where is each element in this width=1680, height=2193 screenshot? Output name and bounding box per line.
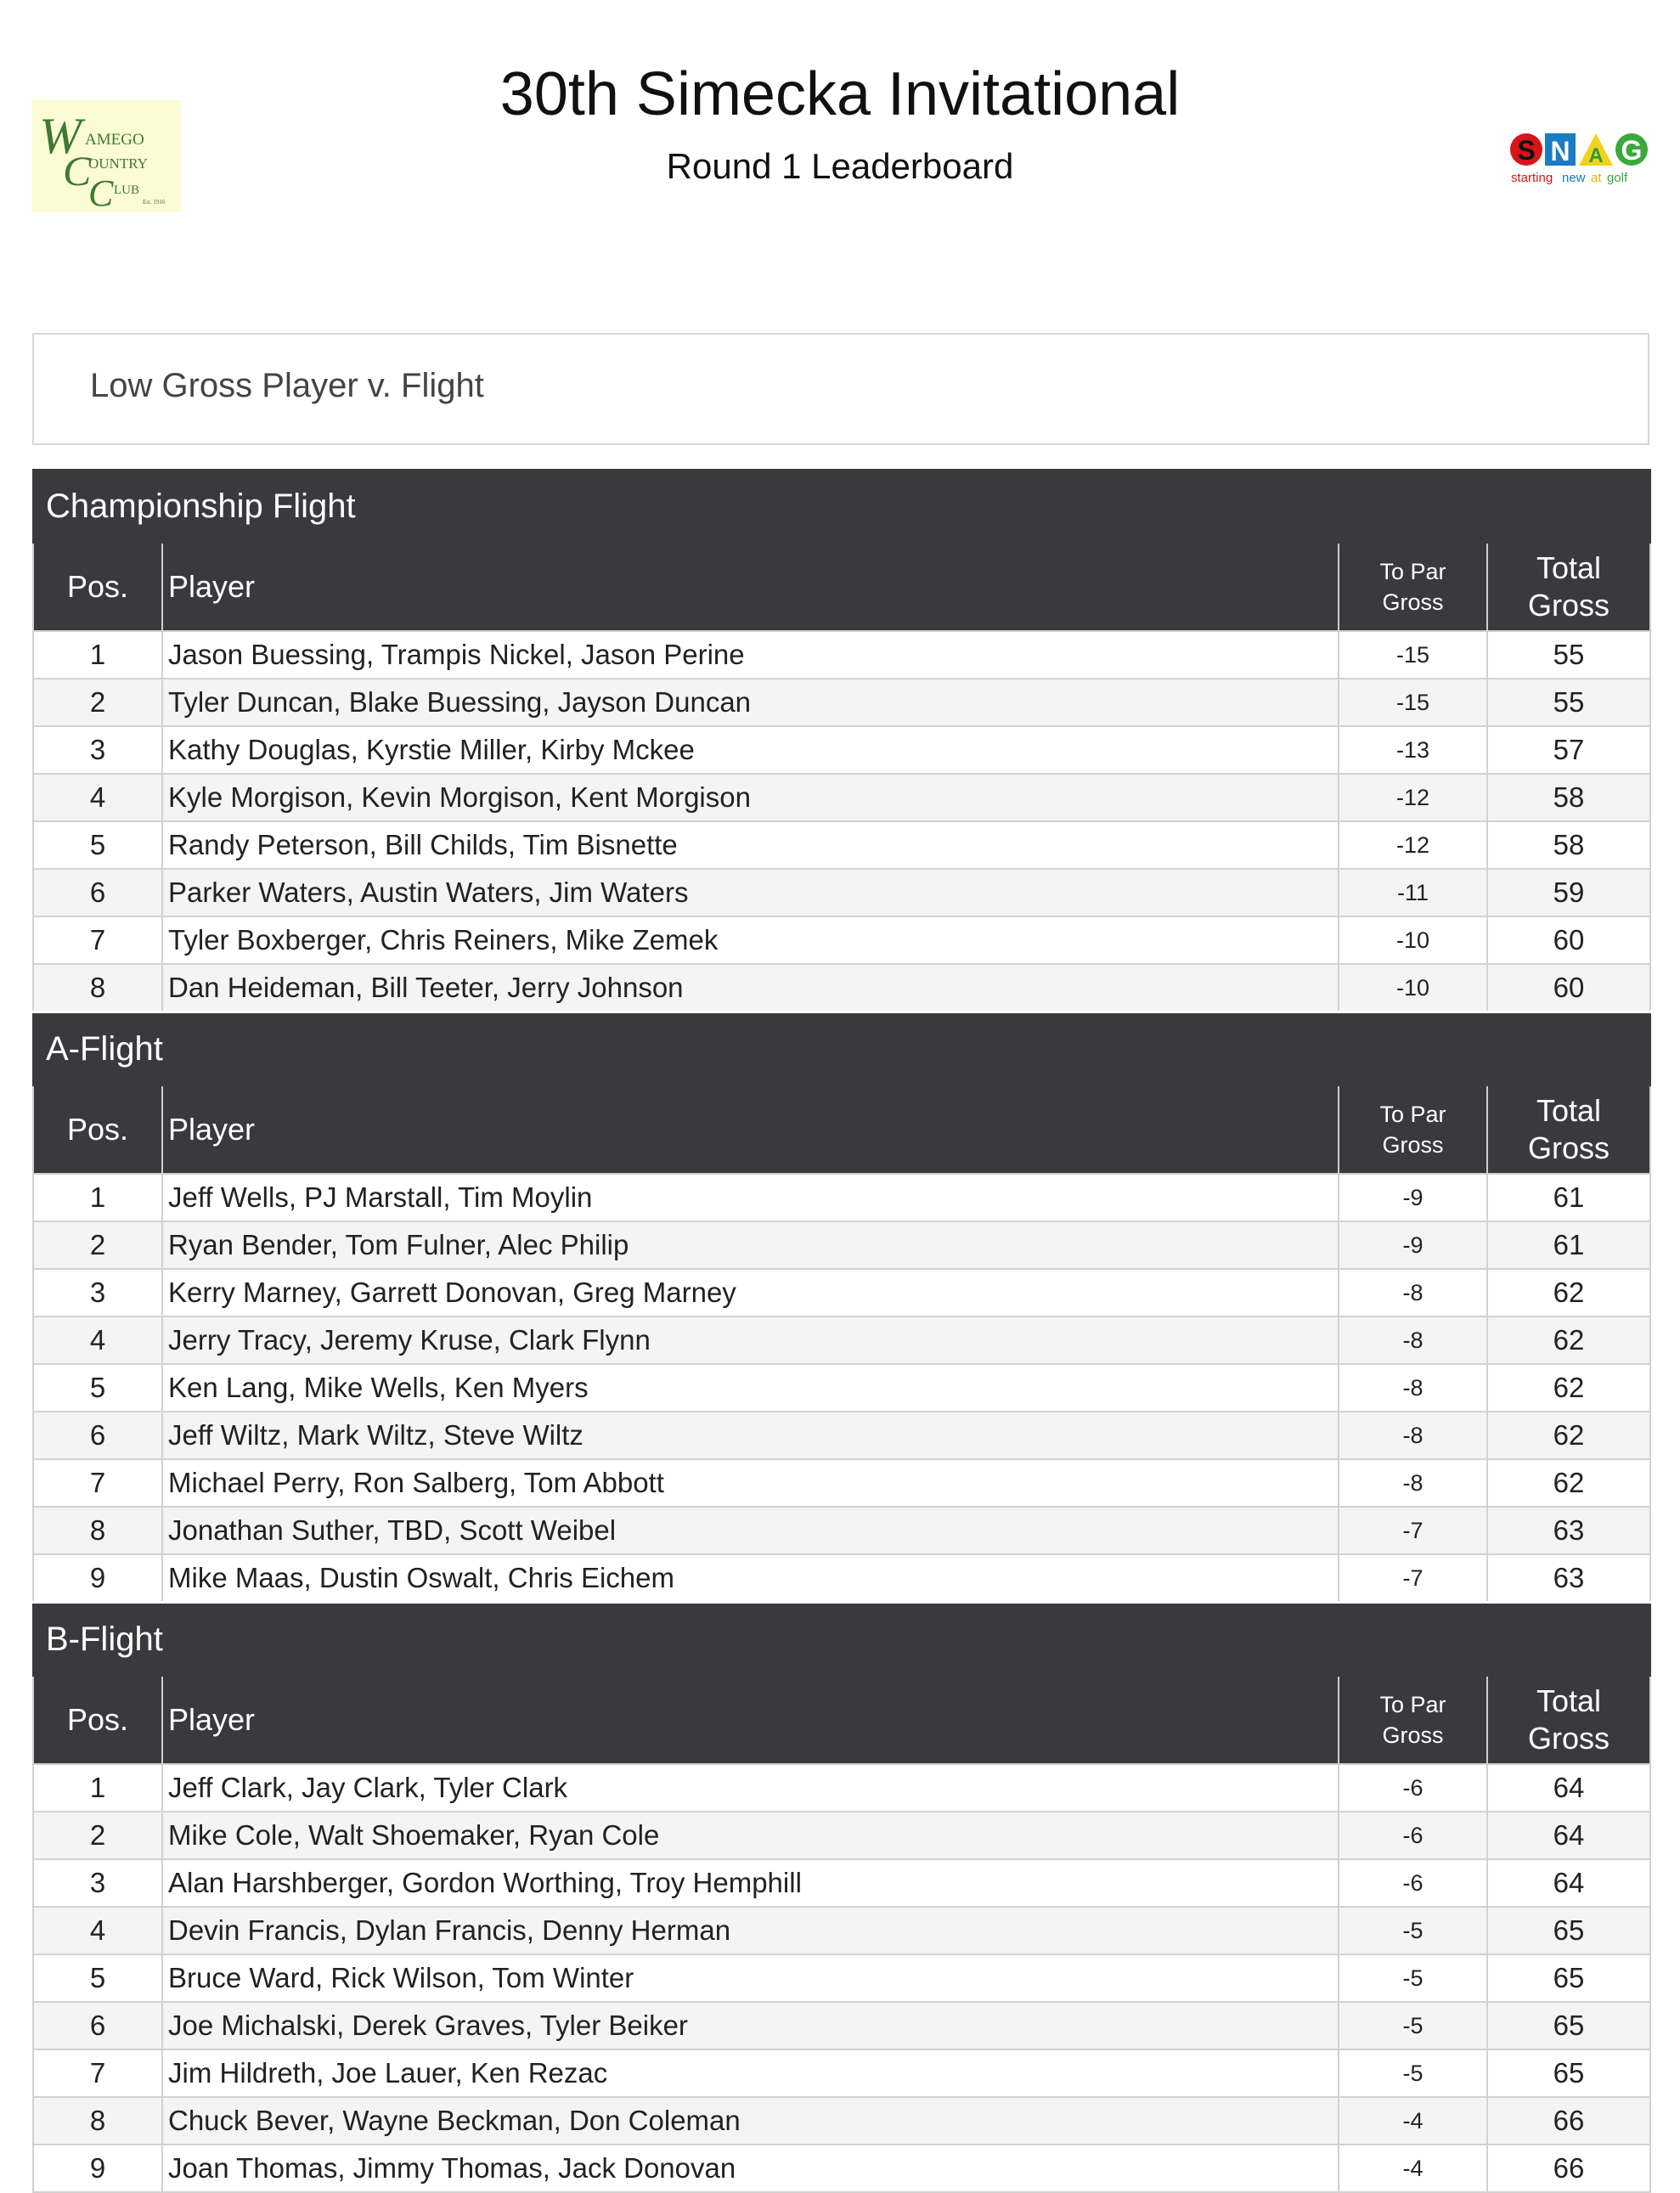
total-cell: 61 (1487, 1174, 1650, 1221)
table-row (33, 1221, 1650, 1269)
total-cell: 58 (1487, 821, 1650, 869)
table-row (33, 1412, 1650, 1459)
flight-rows (33, 631, 1650, 1012)
pos-cell: 5 (33, 1364, 162, 1412)
to-par-header-line1: To Par (1379, 1692, 1446, 1717)
table-row (33, 679, 1650, 726)
pos-cell: 6 (33, 869, 162, 916)
player-column-header: Player (162, 1085, 1339, 1174)
pos-cell: 1 (33, 1174, 162, 1221)
table-row (33, 774, 1650, 821)
to-par-cell: -11 (1339, 869, 1487, 916)
to-par-cell: -15 (1339, 679, 1487, 726)
pos-cell: 4 (33, 774, 162, 821)
player-cell: Dan Heideman, Bill Teeter, Jerry Johnson (162, 964, 1339, 1012)
table-row (33, 2097, 1650, 2145)
player-cell: Mike Maas, Dustin Oswalt, Chris Eichem (162, 1554, 1339, 1603)
to-par-header-line1: To Par (1379, 1102, 1446, 1127)
pos-cell: 5 (33, 821, 162, 869)
leaderboard-table (32, 469, 1651, 2193)
leaderboard (32, 469, 1649, 2193)
pos-cell: 6 (33, 2002, 162, 2049)
pos-cell: 2 (33, 1812, 162, 1859)
total-header-line1: Total (1536, 1683, 1602, 1718)
svg-text:LUB: LUB (114, 183, 139, 197)
total-cell: 60 (1487, 964, 1650, 1012)
to-par-cell: -9 (1339, 1174, 1487, 1221)
table-row (33, 1764, 1650, 1812)
to-par-cell: -5 (1339, 1907, 1487, 1954)
player-cell: Jonathan Suther, TBD, Scott Weibel (162, 1507, 1339, 1554)
flight-section (33, 1012, 1650, 1175)
svg-text:A: A (1588, 144, 1604, 167)
player-cell: Mike Cole, Walt Shoemaker, Ryan Cole (162, 1812, 1339, 1859)
svg-text:W: W (39, 108, 82, 164)
svg-text:S: S (1517, 135, 1536, 166)
pos-cell: 2 (33, 1221, 162, 1269)
page-title: 30th Simecka Invitational (499, 60, 1181, 128)
to-par-cell: -13 (1339, 726, 1487, 774)
table-row (33, 964, 1650, 1012)
table-row (33, 1316, 1650, 1364)
total-column-header (1487, 1676, 1650, 1764)
player-cell: Randy Peterson, Bill Childs, Tim Bisnette (162, 821, 1339, 869)
table-row (33, 1364, 1650, 1412)
table-row (33, 1269, 1650, 1316)
flight-name: A-Flight (33, 1012, 1650, 1086)
pos-cell: 1 (33, 631, 162, 679)
pos-cell: 6 (33, 1412, 162, 1459)
svg-text:at: at (1591, 171, 1602, 185)
pos-cell: 3 (33, 1859, 162, 1907)
total-cell: 65 (1487, 2049, 1650, 2097)
table-row (33, 726, 1650, 774)
to-par-cell: -8 (1339, 1412, 1487, 1459)
table-row (33, 1907, 1650, 1954)
svg-text:OUNTRY: OUNTRY (88, 155, 148, 172)
player-cell: Alan Harshberger, Gordon Worthing, Troy Hemphill (162, 1859, 1339, 1907)
svg-text:starting: starting (1511, 171, 1553, 185)
svg-text:C: C (88, 172, 114, 212)
snag-logo-icon (1508, 126, 1652, 187)
to-par-cell: -12 (1339, 774, 1487, 821)
player-cell: Jason Buessing, Trampis Nickel, Jason Perine (162, 631, 1339, 679)
column-header-row (33, 543, 1650, 631)
to-par-cell: -7 (1339, 1507, 1487, 1554)
page-subtitle: Round 1 Leaderboard (666, 146, 1014, 186)
player-cell: Jeff Clark, Jay Clark, Tyler Clark (162, 1764, 1339, 1812)
player-cell: Tyler Boxberger, Chris Reiners, Mike Zemek (162, 916, 1339, 964)
to-par-cell: -12 (1339, 821, 1487, 869)
pos-cell: 1 (33, 1764, 162, 1812)
pos-cell: 7 (33, 916, 162, 964)
total-cell: 55 (1487, 679, 1650, 726)
to-par-header-line2: Gross (1382, 589, 1444, 615)
player-cell: Jeff Wells, PJ Marstall, Tim Moylin (162, 1174, 1339, 1221)
to-par-cell: -5 (1339, 2049, 1487, 2097)
to-par-column-header (1339, 1676, 1487, 1764)
svg-text:C: C (63, 147, 92, 194)
player-column-header: Player (162, 543, 1339, 631)
total-cell: 60 (1487, 916, 1650, 964)
to-par-cell: -7 (1339, 1554, 1487, 1603)
flight-section (33, 1603, 1650, 1765)
pos-cell: 8 (33, 964, 162, 1012)
pos-column-header: Pos. (33, 1676, 162, 1764)
flight-rows (33, 1174, 1650, 1603)
player-cell: Jerry Tracy, Jeremy Kruse, Clark Flynn (162, 1316, 1339, 1364)
pos-cell: 4 (33, 1907, 162, 1954)
total-cell: 62 (1487, 1316, 1650, 1364)
column-header-row (33, 1676, 1650, 1764)
player-cell: Jeff Wiltz, Mark Wiltz, Steve Wiltz (162, 1412, 1339, 1459)
to-par-cell: -4 (1339, 2097, 1487, 2145)
to-par-column-header (1339, 1085, 1487, 1174)
pos-cell: 4 (33, 1316, 162, 1364)
pos-cell: 3 (33, 1269, 162, 1316)
pos-cell: 8 (33, 1507, 162, 1554)
to-par-cell: -5 (1339, 2002, 1487, 2049)
table-row (33, 869, 1650, 916)
total-cell: 64 (1487, 1859, 1650, 1907)
total-cell: 62 (1487, 1364, 1650, 1412)
flight-name: Championship Flight (33, 470, 1650, 543)
to-par-cell: -15 (1339, 631, 1487, 679)
svg-text:AMEGO: AMEGO (85, 131, 144, 149)
total-column-header (1487, 1085, 1650, 1174)
pos-cell: 9 (33, 1554, 162, 1603)
pos-cell: 7 (33, 2049, 162, 2097)
total-cell: 62 (1487, 1269, 1650, 1316)
svg-text:Est. 1916: Est. 1916 (143, 199, 166, 206)
svg-text:G: G (1621, 135, 1643, 166)
pos-cell: 3 (33, 726, 162, 774)
to-par-cell: -6 (1339, 1812, 1487, 1859)
to-par-cell: -4 (1339, 2145, 1487, 2192)
to-par-cell: -5 (1339, 1954, 1487, 2002)
total-header-line1: Total (1536, 550, 1602, 585)
player-cell: Devin Francis, Dylan Francis, Denny Herman (162, 1907, 1339, 1954)
to-par-cell: -6 (1339, 1859, 1487, 1907)
pos-cell: 5 (33, 1954, 162, 2002)
player-cell: Michael Perry, Ron Salberg, Tom Abbott (162, 1459, 1339, 1507)
table-row (33, 2002, 1650, 2049)
to-par-cell: -8 (1339, 1459, 1487, 1507)
to-par-cell: -10 (1339, 964, 1487, 1012)
flight-header (33, 470, 1650, 543)
total-cell: 63 (1487, 1554, 1650, 1603)
flight-name: B-Flight (33, 1603, 1650, 1677)
player-cell: Tyler Duncan, Blake Buessing, Jayson Duncan (162, 679, 1339, 726)
svg-text:N: N (1550, 136, 1570, 166)
total-cell: 62 (1487, 1459, 1650, 1507)
total-cell: 66 (1487, 2097, 1650, 2145)
table-row (33, 1859, 1650, 1907)
to-par-cell: -9 (1339, 1221, 1487, 1269)
page-header (0, 0, 1680, 255)
player-cell: Joe Michalski, Derek Graves, Tyler Beiker (162, 2002, 1339, 2049)
table-row (33, 1459, 1650, 1507)
to-par-cell: -8 (1339, 1364, 1487, 1412)
player-cell: Chuck Bever, Wayne Beckman, Don Coleman (162, 2097, 1339, 2145)
to-par-cell: -6 (1339, 1764, 1487, 1812)
column-header-row (33, 1085, 1650, 1174)
player-cell: Bruce Ward, Rick Wilson, Tom Winter (162, 1954, 1339, 2002)
pos-column-header: Pos. (33, 1085, 162, 1174)
total-cell: 64 (1487, 1812, 1650, 1859)
table-row (33, 631, 1650, 679)
total-cell: 65 (1487, 1907, 1650, 1954)
total-cell: 62 (1487, 1412, 1650, 1459)
total-cell: 65 (1487, 2002, 1650, 2049)
table-row (33, 1812, 1650, 1859)
player-cell: Kyle Morgison, Kevin Morgison, Kent Morgison (162, 774, 1339, 821)
svg-text:new: new (1562, 171, 1586, 185)
player-cell: Parker Waters, Austin Waters, Jim Waters (162, 869, 1339, 916)
table-row (33, 1954, 1650, 2002)
total-cell: 65 (1487, 1954, 1650, 2002)
flight-header (33, 1603, 1650, 1677)
total-header-line1: Total (1536, 1093, 1602, 1128)
table-row (33, 2049, 1650, 2097)
player-cell: Ryan Bender, Tom Fulner, Alec Philip (162, 1221, 1339, 1269)
total-column-header (1487, 543, 1650, 631)
total-header-line2: Gross (1528, 588, 1610, 623)
pos-column-header: Pos. (33, 543, 162, 631)
total-cell: 59 (1487, 869, 1650, 916)
to-par-column-header (1339, 543, 1487, 631)
player-cell: Ken Lang, Mike Wells, Ken Myers (162, 1364, 1339, 1412)
table-row (33, 1554, 1650, 1603)
total-cell: 57 (1487, 726, 1650, 774)
pos-cell: 2 (33, 679, 162, 726)
to-par-cell: -8 (1339, 1269, 1487, 1316)
player-cell: Jim Hildreth, Joe Lauer, Ken Rezac (162, 2049, 1339, 2097)
total-cell: 66 (1487, 2145, 1650, 2192)
flight-section (33, 470, 1650, 631)
svg-text:golf: golf (1607, 171, 1628, 185)
player-column-header: Player (162, 1676, 1339, 1764)
table-row (33, 1174, 1650, 1221)
to-par-header-line2: Gross (1382, 1132, 1444, 1158)
table-row (33, 2145, 1650, 2192)
total-header-line2: Gross (1528, 1721, 1610, 1756)
flight-header (33, 1012, 1650, 1086)
player-cell: Joan Thomas, Jimmy Thomas, Jack Donovan (162, 2145, 1339, 2192)
total-header-line2: Gross (1528, 1130, 1610, 1165)
to-par-cell: -10 (1339, 916, 1487, 964)
flight-rows (33, 1764, 1650, 2192)
total-cell: 55 (1487, 631, 1650, 679)
pos-cell: 7 (33, 1459, 162, 1507)
pos-cell: 8 (33, 2097, 162, 2145)
table-row (33, 916, 1650, 964)
total-cell: 64 (1487, 1764, 1650, 1812)
table-row (33, 821, 1650, 869)
table-row (33, 1507, 1650, 1554)
category-label: Low Gross Player v. Flight (90, 367, 484, 404)
total-cell: 58 (1487, 774, 1650, 821)
total-cell: 61 (1487, 1221, 1650, 1269)
to-par-header-line1: To Par (1379, 559, 1446, 584)
total-cell: 63 (1487, 1507, 1650, 1554)
to-par-header-line2: Gross (1382, 1722, 1444, 1748)
player-cell: Kathy Douglas, Kyrstie Miller, Kirby Mckee (162, 726, 1339, 774)
pos-cell: 9 (33, 2145, 162, 2192)
to-par-cell: -8 (1339, 1316, 1487, 1364)
player-cell: Kerry Marney, Garrett Donovan, Greg Marney (162, 1269, 1339, 1316)
